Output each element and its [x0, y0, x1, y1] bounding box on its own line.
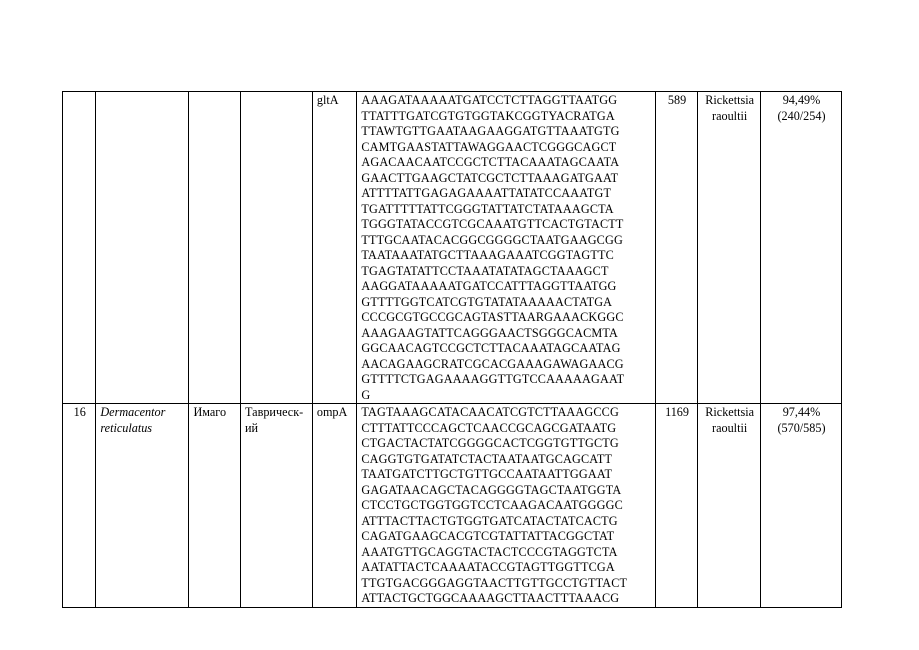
region-cell [241, 92, 313, 404]
organism-cell: Rickettsia raoultii [698, 92, 761, 404]
identity-percent: 94,49% [782, 93, 821, 107]
length-cell: 589 [655, 92, 697, 404]
row-number-cell: 16 [63, 404, 96, 608]
species-cell: Dermacentor reticulatus [96, 404, 189, 608]
stage-cell: Имаго [189, 404, 241, 608]
organism-cell: Rickettsia raoultii [698, 404, 761, 608]
stage-cell [189, 92, 241, 404]
identity-cell [761, 404, 842, 608]
identity-cell [761, 92, 842, 404]
sequence-table [62, 91, 842, 608]
identity-percent: 97,44% [782, 405, 821, 419]
species-cell [96, 92, 189, 404]
gene-cell: ompA [312, 404, 357, 608]
length-cell: 1169 [655, 404, 697, 608]
sequence-cell: AAAGATAAAAATGATCCTCTTAGGTTAATGG TTATTTGATCGTGTGGTAKCGGTYACRATGA TTAWTGTTGAATAAGAAGGATGTTAAATGTG CAMTGAASTATTAWAGGAACTCGGGCAGCT AGACAACAATCCGCTCTTACAAATAGCAATA GAACTTGAAGCTATCGCTCTTAAAGATGAAT ATTTTATTGAGAGAAAATTATATCCAAATGT TGATTTTTATTCGGGTATTATCTATAAAGCTA TGGGTATACCGTCGCAAATGTTCACTGTACTT TTTGCAATACACGGCGGGGCTAATGAAGCGG TAATAAATATGCTTAAAGAAATCGGTAGTTC TGAGTATATTCCTAAATATATAGCTAAAGCT AAGGATAAAAATGATCCATTTAGGTTAATGG GTTTTGGTCATCGTGTATATAAAAACTATGA CCCGCGTGCCGCAGTASTTAARGAAACKGGC AAAGAAGTATTCAGGGAACTSGGGCACMTA GGCAACAGTCCGCTCTTACAAATAGCAATAG AACAGAAGCRATCGCACGAAAGAWAGAACG GTTTTCTGAGAAAAGGTTGTCCAAAAAGAAT G [357, 92, 655, 404]
table-row [63, 92, 842, 404]
gene-cell: gltA [312, 92, 357, 404]
region-cell: Таврический [241, 404, 313, 608]
sequence-cell: TAGTAAAGCATACAACATCGTCTTAAAGCCG CTTTATTCCCAGCTCAACCGCAGCGATAATG CTGACTACTATCGGGGCACTCGGTGTTGCTG CAGGTGTGATATCTACTAATAATGCAGCATT TAATGATCTTGCTGTTGCCAATAATTGGAAT GAGATAACAGCTACAGGGGTAGCTAATGGTA CTCCTGCTGGTGGTCCTCAAGACAATGGGGC ATTTACTTACTGTGGTGATCATACTATCACTG CAGATGAAGCACGTCGTATTATTACGGCTAT AAATGTTGCAGGTACTACTCCCGTAGGTCTA AATATTACTCAAAATACCGTAGTTGGTTCGA TTGTGACGGGAGGTAACTTGTTGCCTGTTACT ATTACTGCTGGCAAAAGCTTAACTTTAAACG [357, 404, 655, 608]
identity-count: (240/254) [777, 108, 826, 123]
identity-count: (570/585) [777, 420, 826, 435]
table-row [63, 404, 842, 608]
row-number-cell [63, 92, 96, 404]
